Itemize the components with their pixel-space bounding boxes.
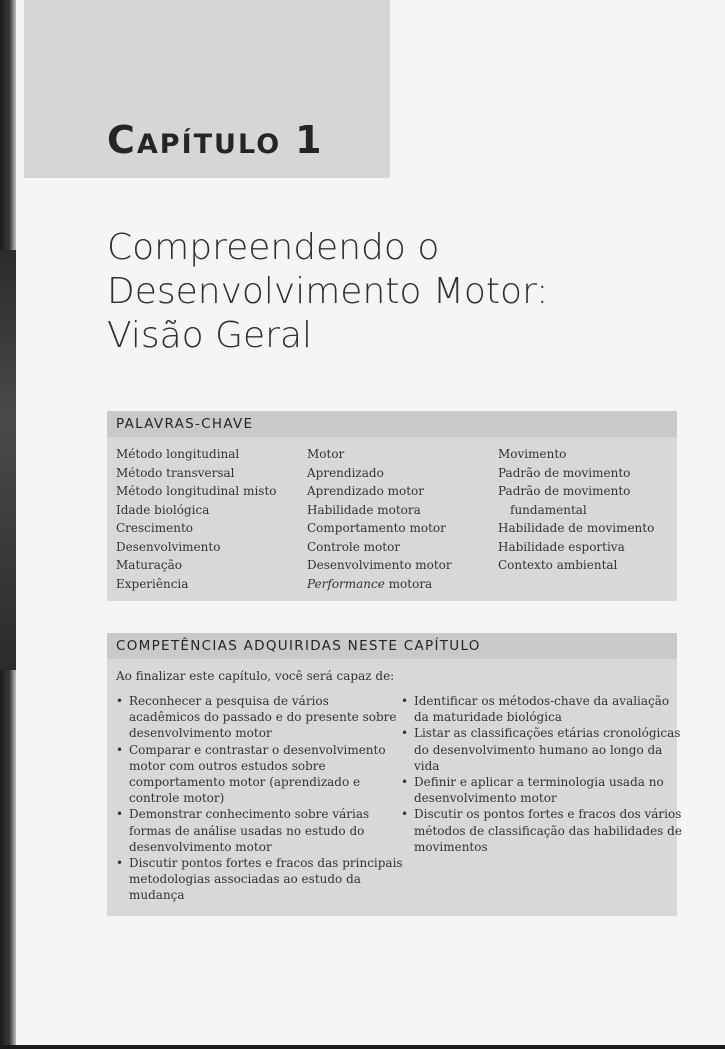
competencies-header: COMPETÊNCIAS ADQUIRIDAS NESTE CAPÍTULO <box>107 633 677 659</box>
keyword-item: Aprendizado motor <box>307 484 425 498</box>
keyword-item: Habilidade motora <box>307 502 421 517</box>
competency-line: • Discutir pontos fortes e fracos das principais <box>129 856 403 871</box>
keyword-item-continuation: fundamental <box>510 502 587 517</box>
chapter-title-line: Visão Geral <box>107 315 313 356</box>
competency-line: • Listar as classificações etárias cronológicas <box>414 726 681 741</box>
competencies-intro: Ao finalizar este capítulo, você será capaz de: <box>116 669 395 683</box>
keywords-columns <box>107 437 677 601</box>
keyword-item: Habilidade esportiva <box>498 539 625 554</box>
keyword-item: Desenvolvimento <box>116 539 221 554</box>
chapter-title-line: Desenvolvimento Motor: <box>107 271 549 312</box>
keyword-italic-part: Performance <box>307 576 385 591</box>
keyword-item: Maturação <box>116 558 182 572</box>
competency-line: • Identificar os métodos-chave da avaliação <box>414 694 670 708</box>
competency-line: controle motor) <box>129 791 225 806</box>
chapter-label-initial: C <box>107 118 137 162</box>
competency-line: acadêmicos do passado e do presente sobre <box>129 710 397 725</box>
keyword-item: Controle motor <box>307 539 401 554</box>
competency-line: • Demonstrar conhecimento sobre várias <box>129 807 370 822</box>
competency-line: • Reconhecer a pesquisa de vários <box>129 694 329 708</box>
keyword-item: Idade biológica <box>116 502 210 517</box>
competency-line: vida <box>414 758 440 773</box>
competency-line: métodos de classificação das habilidades de <box>414 823 682 838</box>
chapter-title-line: Compreendendo o <box>107 227 440 268</box>
competency-line: desenvolvimento motor <box>129 839 272 854</box>
binding-shadow <box>0 250 16 670</box>
competency-line: movimentos <box>414 839 488 854</box>
competency-line: motor com outros estudos sobre <box>129 758 326 773</box>
keyword-item: Crescimento <box>116 521 193 535</box>
competency-line: • Definir e aplicar a terminologia usada no <box>414 775 664 790</box>
chapter-label-rest: APÍTULO <box>136 129 282 160</box>
competency-item <box>116 742 403 807</box>
keyword-item: Comportamento motor <box>307 521 446 535</box>
keyword-rest-part: motora <box>384 576 433 591</box>
keywords-column-1 <box>116 445 277 593</box>
competency-item <box>116 693 403 742</box>
keyword-item: Habilidade de movimento <box>498 521 655 535</box>
competency-line: do desenvolvimento humano ao longo da <box>414 742 663 757</box>
page-bottom-edge <box>0 1045 725 1049</box>
competency-line: • Discutir os pontos fortes e fracos dos vários <box>414 807 682 822</box>
chapter-title <box>107 226 667 358</box>
competency-item <box>401 806 682 855</box>
competency-line: comportamento motor (aprendizado e <box>129 775 361 790</box>
keyword-item: Contexto ambiental <box>498 558 618 572</box>
competency-line: desenvolvimento motor <box>129 726 272 741</box>
keyword-item: Padrão de movimento <box>498 465 631 480</box>
competency-line: desenvolvimento motor <box>414 791 557 806</box>
keyword-item <box>307 575 452 594</box>
competency-line: • Comparar e contrastar o desenvolvimento <box>129 742 386 757</box>
keyword-item: Movimento <box>498 447 567 461</box>
competency-line: formas de análise usadas no estudo do <box>129 823 365 838</box>
keywords-column-3 <box>498 445 654 575</box>
page-binding-edge <box>0 0 16 1049</box>
competencies-panel <box>107 633 682 916</box>
keyword-item: Motor <box>307 447 345 461</box>
keyword-item: Padrão de movimento <box>498 484 631 498</box>
keywords-panel <box>107 411 677 601</box>
competency-line: da maturidade biológica <box>414 710 562 725</box>
keywords-column-2 <box>307 445 452 593</box>
keyword-item: Método transversal <box>116 465 235 480</box>
keyword-item: Método longitudinal <box>116 447 240 461</box>
competency-item <box>116 855 403 904</box>
competencies-left-list <box>116 693 403 904</box>
keywords-header: PALAVRAS-CHAVE <box>107 411 677 437</box>
chapter-number: 1 <box>295 118 324 162</box>
competency-item <box>401 725 682 774</box>
competencies-right-list <box>401 693 682 855</box>
keyword-item: Aprendizado <box>307 465 384 480</box>
chapter-label <box>107 118 324 162</box>
keyword-item: Desenvolvimento motor <box>307 558 452 572</box>
competency-item <box>401 693 682 725</box>
keyword-item: Método longitudinal misto <box>116 484 277 498</box>
competency-item <box>401 774 682 806</box>
competency-line: mudança <box>129 888 185 903</box>
keyword-item: Experiência <box>116 576 189 591</box>
competency-line: metodologias associadas ao estudo da <box>129 872 361 887</box>
competency-item <box>116 806 403 855</box>
